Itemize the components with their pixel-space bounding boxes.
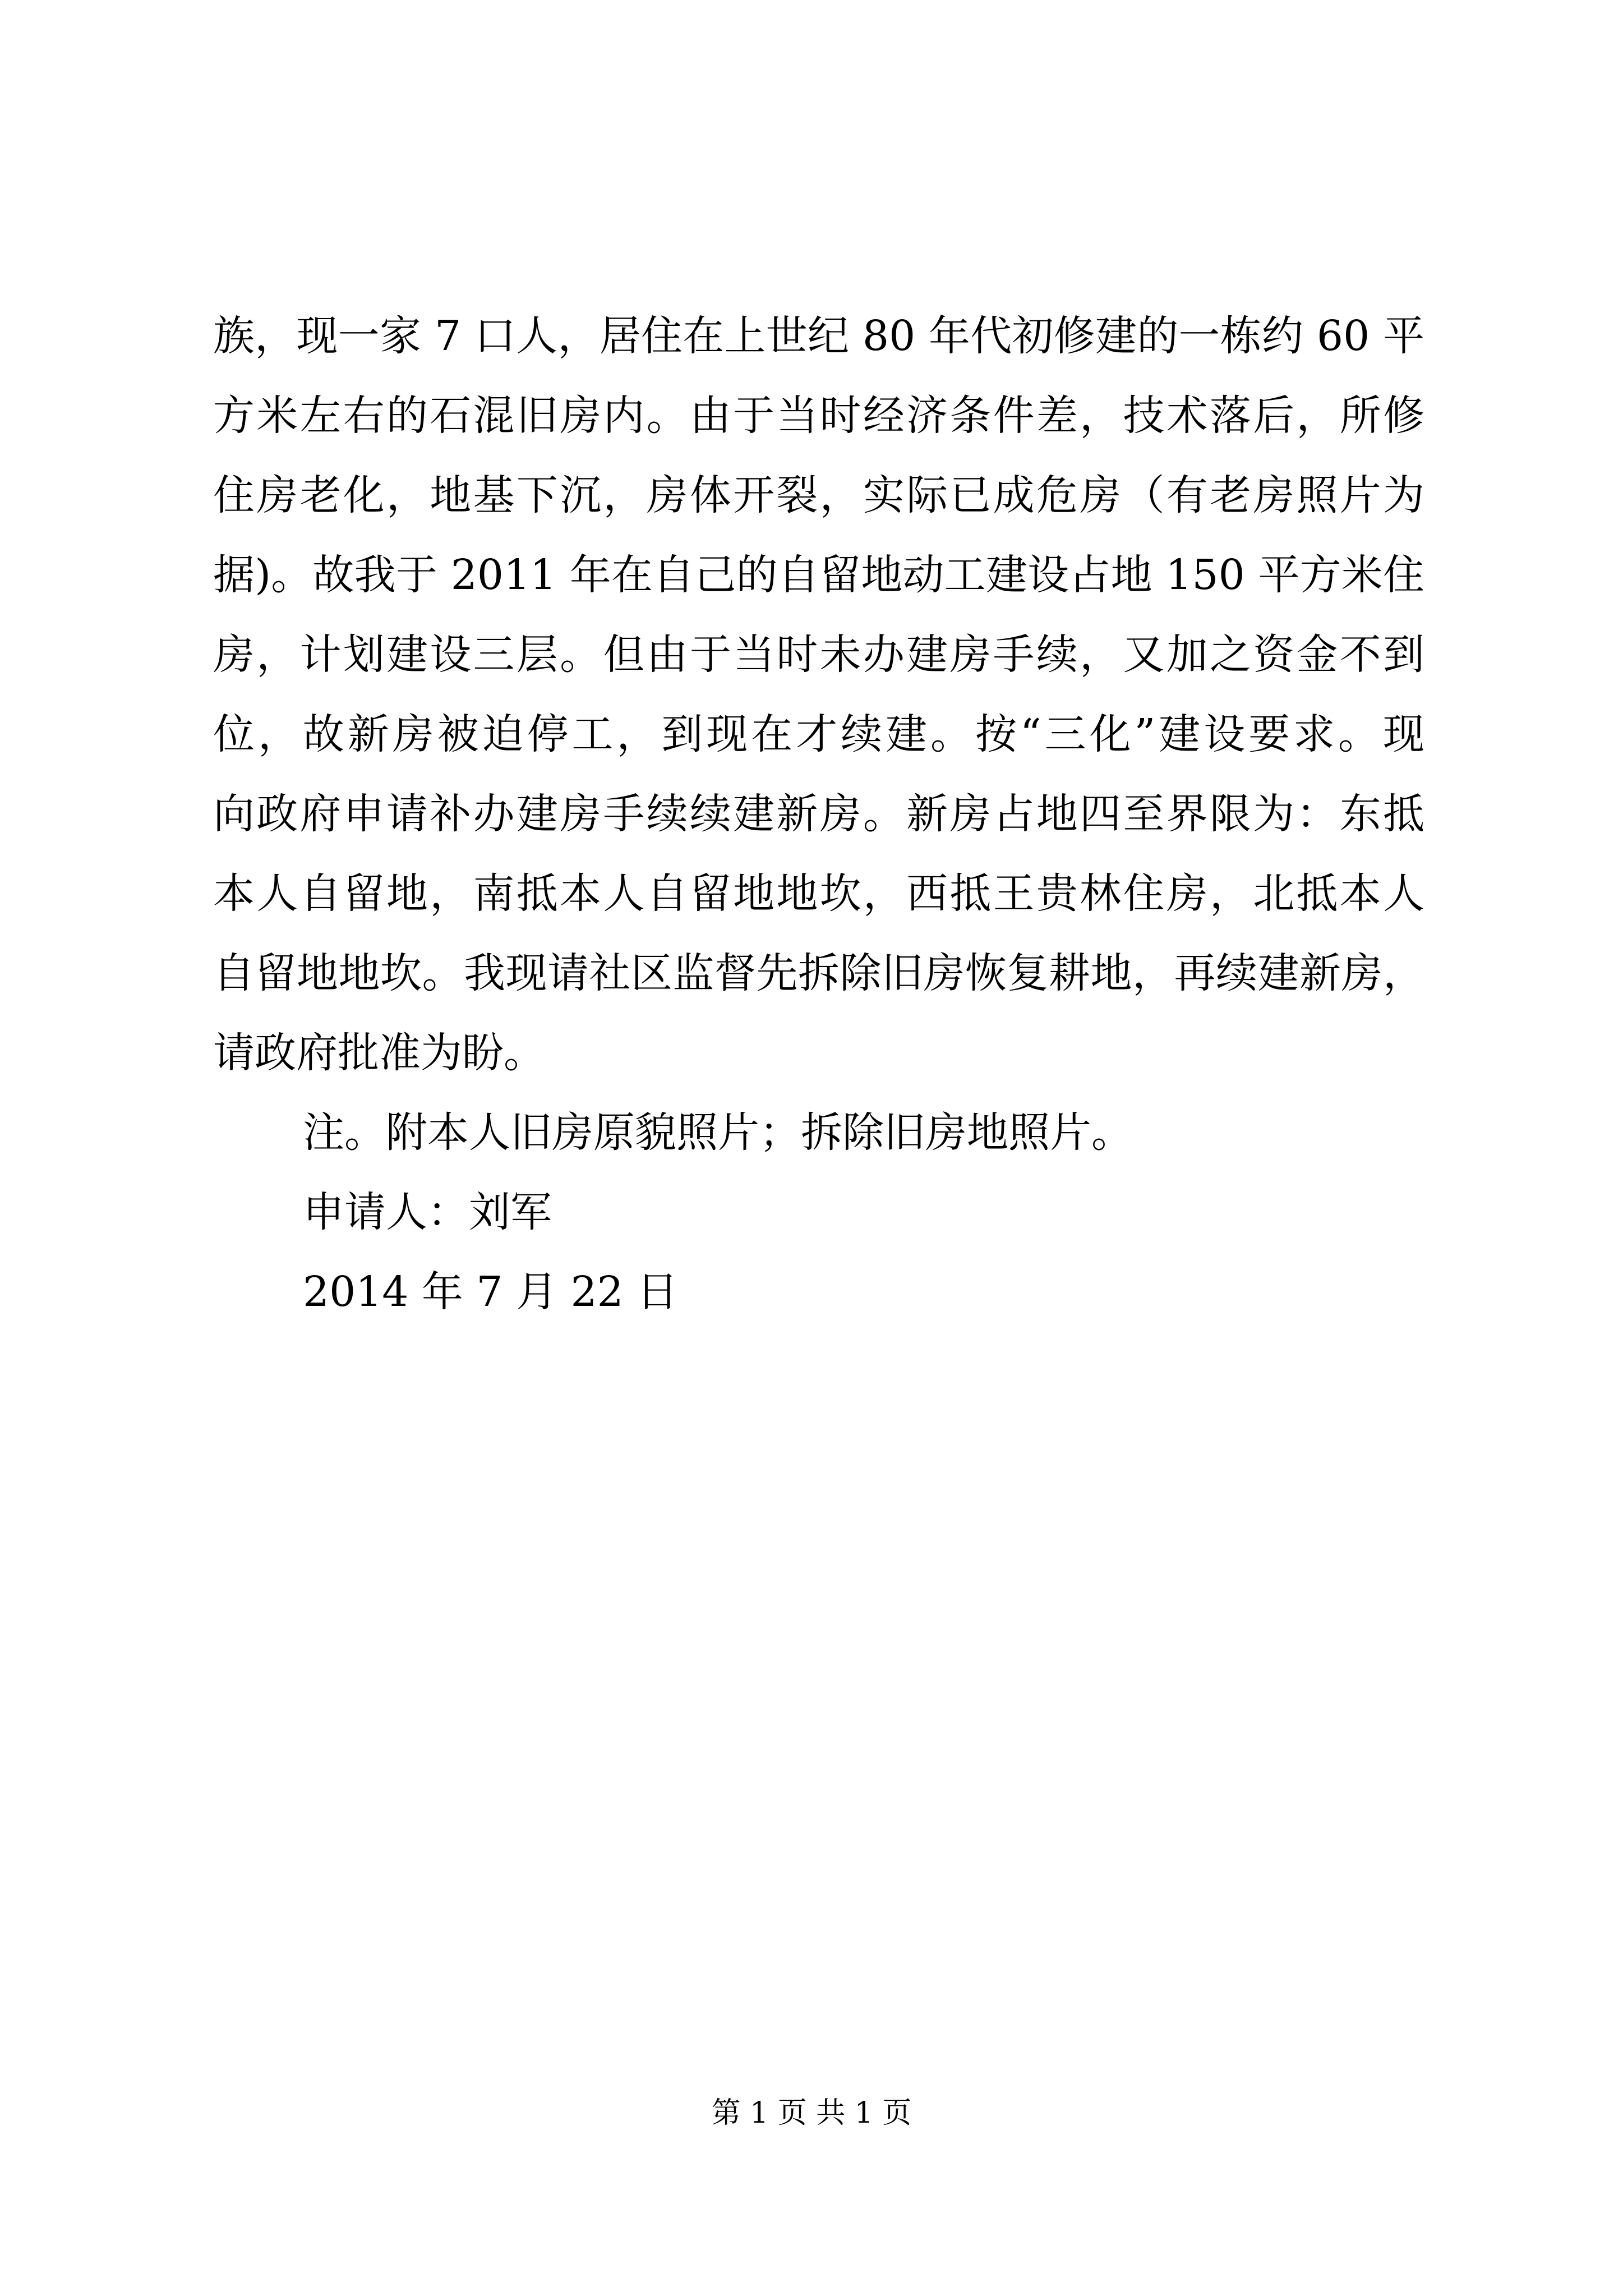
page-number-label: 第 1 页 共 1 页 (711, 2096, 912, 2130)
body-line: 本人自留地，南抵本人自留地地坎，西抵王贵林住房，北抵本人 (213, 869, 1424, 918)
body-line: 向政府申请补办建房手续续建新房。新房占地四至界限为：东抵 (213, 790, 1424, 838)
document-body (213, 296, 1424, 1332)
body-line: 自留地地坎。我现请社区监督先拆除旧房恢复耕地，再续建新房， (213, 949, 1424, 997)
body-line: 房，计划建设三层。但由于当时未办建房手续，又加之资金不到 (213, 631, 1424, 679)
applicant-signature: 申请人：刘军 (303, 1188, 552, 1236)
body-line: 族，现一家 7 口人，居住在上世纪 80 年代初修建的一栋约 60 平 (213, 312, 1424, 360)
body-line: 位，故新房被迫停工，到现在才续建。按“三化”建设要求。现 (213, 710, 1424, 758)
application-date: 2014 年 7 月 22 日 (303, 1268, 679, 1316)
body-line: 据)。故我于 2011 年在自己的自留地动工建设占地 150 平方米住 (213, 551, 1424, 599)
body-line: 住房老化，地基下沉，房体开裂，实际已成危房（有老房照片为 (213, 471, 1424, 519)
attachment-note: 注。附本人旧房原貌照片；拆除旧房地照片。 (303, 1108, 1133, 1157)
body-line: 方米左右的石混旧房内。由于当时经济条件差，技术落后，所修 (213, 392, 1424, 440)
page-footer (0, 2093, 1623, 2133)
body-line: 请政府批准为盼。 (213, 1029, 545, 1077)
